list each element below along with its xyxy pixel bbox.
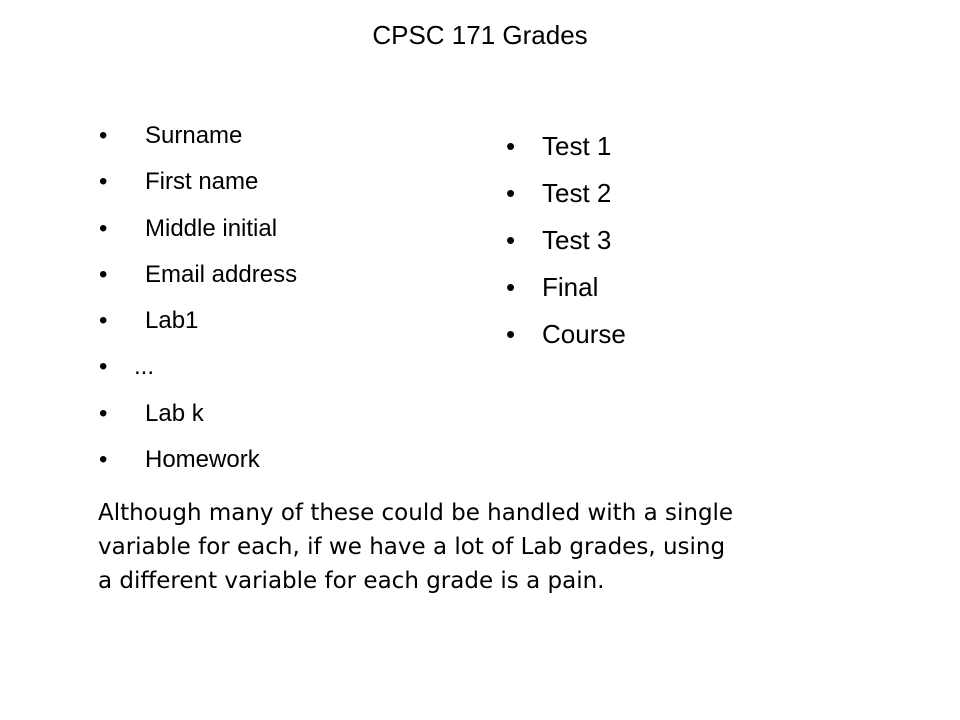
list-item-label: Lab k [145,399,204,427]
list-item-label: Test 2 [542,178,612,208]
bullet-icon: • [99,122,108,149]
list-item-label: Test 1 [542,131,612,161]
explanation-paragraph [98,496,898,598]
bullet-icon: • [506,225,516,255]
list-item-label: Homework [145,446,260,474]
list-item-label: First name [145,168,259,196]
list-item-label: Middle initial [145,214,278,242]
paragraph-line: variable for each, if we have a lot of Lab grades, using [98,534,726,560]
list-item-label: Surname [145,122,243,149]
bullet-icon: • [506,272,516,302]
bullet-icon: • [99,399,108,427]
bullet-icon: • [506,178,516,208]
list-item-label: Final [542,272,599,302]
list-item-label: Course [542,319,626,349]
list-item-label: ... [134,353,155,381]
bullet-icon: • [99,214,108,242]
paragraph-line: Although many of these could be handled with a single [98,500,734,526]
slide-title: CPSC 171 Grades [372,20,588,50]
list-item-label: Lab1 [145,307,199,335]
bullet-icon: • [506,319,516,349]
paragraph-line: a different variable for each grade is a pain. [98,568,605,594]
list-item-label: Email address [145,260,298,288]
bullet-icon: • [99,307,108,335]
bullet-icon: • [506,131,516,161]
bullet-icon: • [99,446,108,474]
bullet-icon: • [99,260,108,288]
list-item-label: Test 3 [542,225,612,255]
bullet-icon: • [99,168,108,196]
bullet-icon: • [99,353,108,381]
